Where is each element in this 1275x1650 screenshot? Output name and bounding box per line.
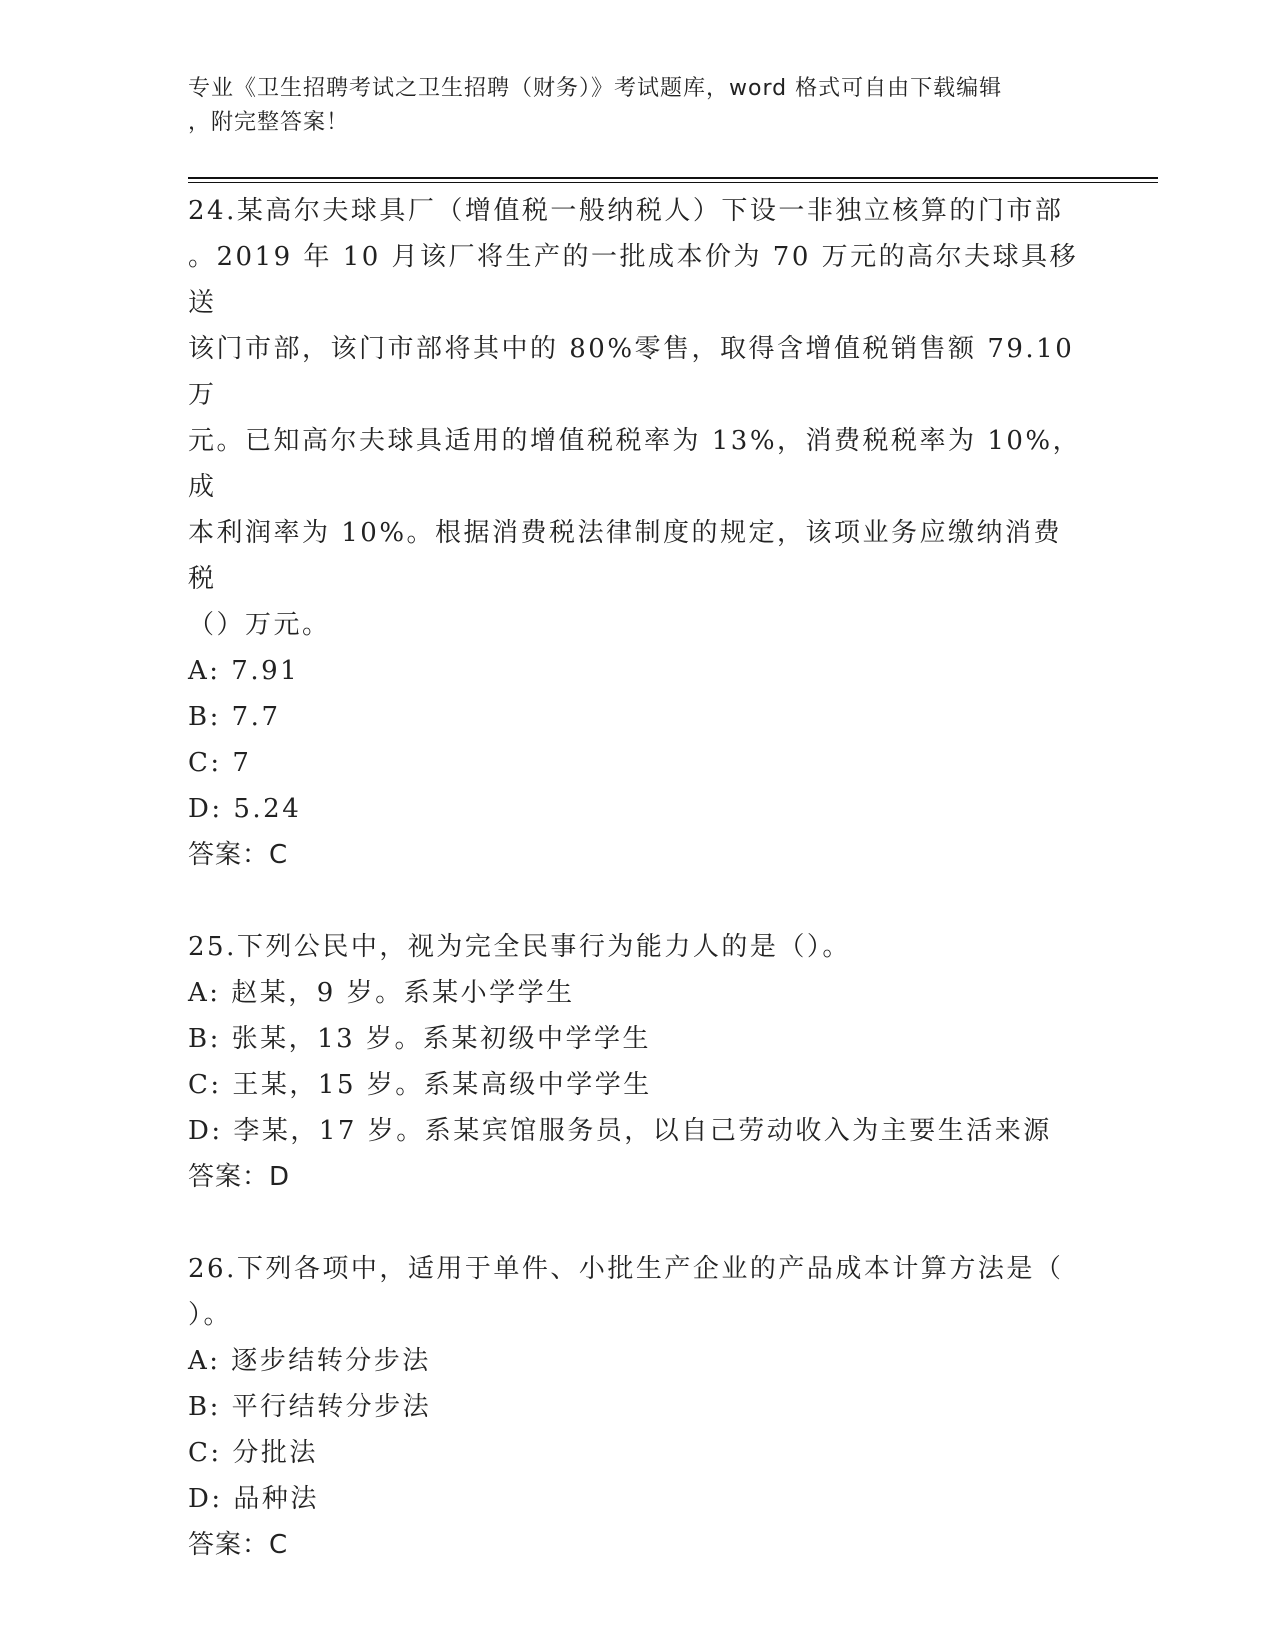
option-c: C: 王某，15 岁。系某高级中学学生	[188, 1070, 652, 1100]
option-c: C: 分批法	[188, 1438, 318, 1468]
question-stem-line: 26.下列各项中，适用于单件、小批生产企业的产品成本计算方法是（	[188, 1254, 1064, 1284]
option-d: D: 李某，17 岁。系某宾馆服务员，以自己劳动收入为主要生活来源	[188, 1116, 1052, 1146]
header-divider-thick	[188, 177, 1158, 179]
question-24	[188, 188, 1088, 878]
question-stem-line: （）万元。	[188, 610, 331, 640]
question-stem-line: 。2019 年 10 月该厂将生产的一批成本价为 70 万元的高尔夫球具移送	[188, 242, 1079, 318]
option-a: A: 7.91	[188, 656, 300, 686]
question-spacer	[188, 1200, 1088, 1246]
question-26	[188, 1246, 1088, 1568]
option-d: D: 5.24	[188, 794, 302, 824]
question-stem-line: 本利润率为 10%。根据消费税法律制度的规定，该项业务应缴纳消费税	[188, 518, 1063, 594]
question-spacer	[188, 878, 1088, 924]
question-25	[188, 924, 1088, 1200]
option-a: A: 赵某，9 岁。系某小学学生	[188, 978, 575, 1008]
option-c: C: 7	[188, 748, 252, 778]
document-header	[188, 72, 1088, 140]
answer-label: 答案：D	[188, 1162, 291, 1192]
header-line-2: ，附完整答案！	[188, 110, 350, 135]
option-b: B: 张某，13 岁。系某初级中学学生	[188, 1024, 651, 1054]
question-stem-line: 该门市部，该门市部将其中的 80%零售，取得含增值税销售额 79.10 万	[188, 334, 1075, 410]
option-a: A: 逐步结转分步法	[188, 1346, 431, 1376]
answer-label: 答案：C	[188, 1530, 289, 1560]
question-stem-line: 元。已知高尔夫球具适用的增值税税率为 13%，消费税税率为 10%，成	[188, 426, 1082, 502]
header-divider-thin	[188, 182, 1158, 183]
option-d: D: 品种法	[188, 1484, 319, 1514]
question-stem-line: 24.某高尔夫球具厂（增值税一般纳税人）下设一非独立核算的门市部	[188, 196, 1064, 226]
option-b: B: 7.7	[188, 702, 281, 732]
question-list	[188, 188, 1088, 1568]
header-line-1: 专业《卫生招聘考试之卫生招聘（财务）》考试题库，word 格式可自由下载编辑	[188, 76, 1003, 101]
option-b: B: 平行结转分步法	[188, 1392, 432, 1422]
answer-label: 答案：C	[188, 840, 289, 870]
question-stem-line: 25.下列公民中，视为完全民事行为能力人的是（）。	[188, 932, 851, 962]
question-stem-line: ）。	[188, 1300, 233, 1330]
